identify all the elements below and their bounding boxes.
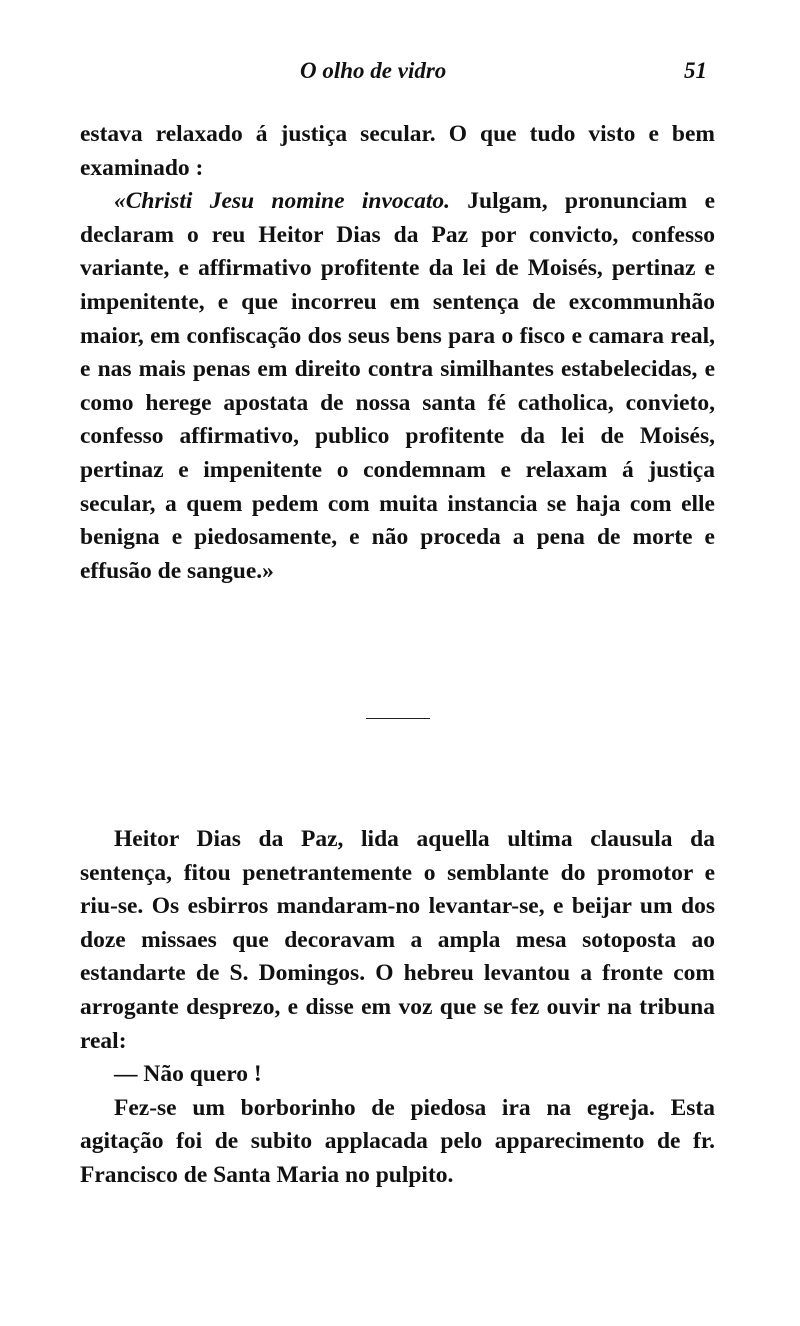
sentence-text: Julgam, pronunciam e declaram o reu Heitor Dias da Paz por convicto, confesso variante, e affirmativo profitente da lei de Moisés, pertinaz e impenitente, e que incorreu em sentença de excommunhão maior, em confiscação dos seus bens para o fisco e camara real, e nas mais penas em direito contra similhantes estabelecidas, e como herege apostata de nossa santa fé catholica, convieto, confesso affirmativo, publico profitente da lei de Moisés, pertinaz e impenitente o condemnam e relaxam á justiça secular, a quem pedem com muita instancia se haja com elle benigna e piedosamente, e não proceda a pena de morte e effusão de sangue.» — [80, 188, 715, 584]
section-divider — [366, 718, 430, 719]
page-header — [0, 58, 800, 94]
text-block-sentence — [80, 118, 715, 588]
paragraph-sentence — [80, 185, 715, 588]
page-number: 51 — [684, 58, 707, 83]
paragraph: Fez-se um borborinho de piedosa ira na egreja. Esta agitação foi de subito applacada pelo apparecimento de fr. Francisco de Santa Maria no pulpito. — [80, 1094, 715, 1188]
paragraph: Heitor Dias da Paz, lida aquella ultima clausula da sentença, fitou penetrantemente o semblante do promotor e riu-se. Os esbirros mandaram-no levantar-se, e beijar um dos doze missaes que decoravam a ampla mesa sotoposta ao estandarte de S. Domingos. O hebreu levantou a fronte com arrogante desprezo, e disse em voz que se fez ouvir na tribuna real: — [80, 826, 715, 1054]
latin-invocation: «Christi Jesu nomine invocato. — [114, 188, 450, 215]
running-title: O olho de vidro — [300, 58, 447, 83]
dialogue-line: — Não quero ! — [114, 1061, 262, 1088]
paragraph: estava relaxado á justiça secular. O que tudo visto e bem examinado : — [80, 121, 715, 181]
text-block-narrative — [80, 823, 715, 1193]
